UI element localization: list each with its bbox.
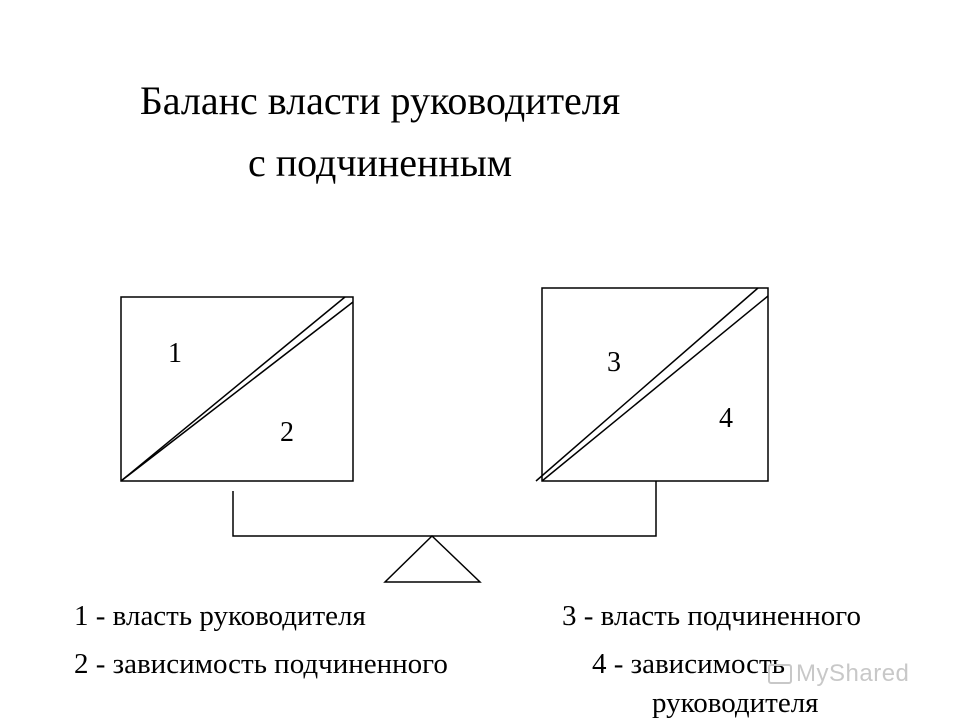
label-3: 3 [607,347,621,378]
title-line-2: с подчиненным [247,140,513,185]
legend-item-1: 1 - власть руководителя [74,600,366,632]
legend-item-4-line1: 4 - зависимость [592,648,785,680]
title-line-1: Баланс власти руководителя [139,78,621,123]
label-4: 4 [719,403,733,434]
label-1: 1 [168,338,182,369]
label-2: 2 [280,417,294,448]
right-diagonal-2 [542,296,768,481]
left-diagonal-2 [121,302,353,481]
watermark-logo-icon [768,664,792,684]
legend-item-4-line2: руководителя [652,687,819,719]
right-diagonal-1 [536,288,758,481]
scale-fulcrum [385,536,480,582]
legend-item-2: 2 - зависимость подчиненного [74,648,448,680]
scale-beam [233,481,656,536]
watermark-text: MyShared [796,660,910,687]
watermark [768,660,909,688]
legend-item-3: 3 - власть подчиненного [562,600,861,632]
left-diagonal-1 [121,297,345,481]
right-box [542,288,768,481]
